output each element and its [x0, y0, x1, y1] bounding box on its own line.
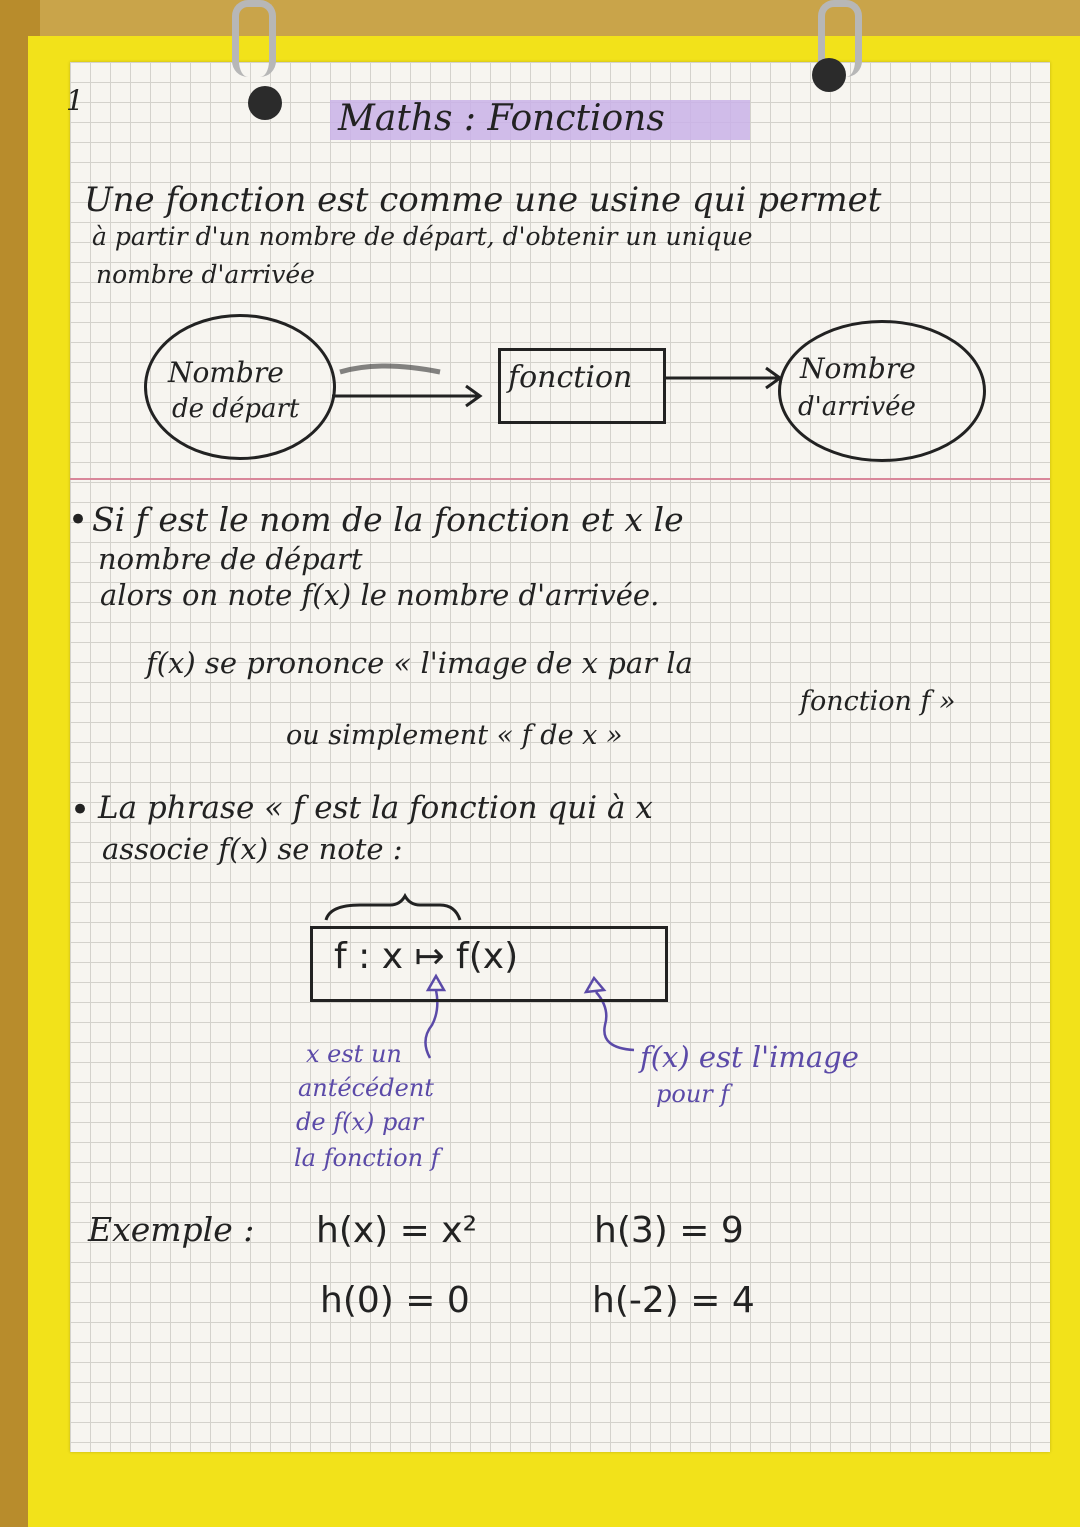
bullet-1-line-1: Si f est le nom de la fonction et x le: [92, 500, 684, 539]
start-label-2: de départ: [172, 394, 300, 424]
antecedent-line-1: x est un: [306, 1040, 402, 1068]
antecedent-line-4: la fonction f: [294, 1144, 440, 1172]
page-title: Maths : Fonctions: [338, 98, 665, 139]
pronounce-line-3: ou simplement « f de x »: [286, 720, 623, 751]
end-oval: [778, 320, 986, 462]
bullet-1-dot: •: [68, 500, 89, 540]
example-h-0: h(0) = 0: [320, 1280, 470, 1321]
start-label-1: Nombre: [168, 356, 284, 389]
example-h-3: h(3) = 9: [594, 1210, 744, 1251]
bullet-1-line-3: alors on note f(x) le nombre d'arrivée.: [100, 578, 660, 612]
end-label-2: d'arrivée: [798, 392, 916, 422]
example-label: Exemple :: [88, 1210, 255, 1249]
antecedent-line-3: de f(x) par: [296, 1108, 424, 1136]
pronounce-line-1: f(x) se prononce « l'image de x par la: [146, 646, 693, 680]
bullet-2-line-1: La phrase « f est la fonction qui à x: [98, 790, 653, 826]
pronounce-line-2: fonction f »: [800, 686, 956, 717]
image-line-1: f(x) est l'image: [640, 1040, 859, 1074]
page-number: 1: [66, 84, 84, 117]
bullet-1-line-2: nombre de départ: [98, 542, 363, 576]
example-h-def: h(x) = x²: [316, 1210, 477, 1251]
image-line-2: pour f: [656, 1080, 730, 1108]
function-label: fonction: [508, 360, 633, 395]
bullet-2-line-2: associe f(x) se note :: [102, 832, 403, 866]
end-label-1: Nombre: [800, 352, 916, 385]
example-h-minus-2: h(-2) = 4: [592, 1280, 755, 1321]
bullet-2-dot: •: [70, 790, 91, 830]
section-separator: [70, 478, 1050, 480]
antecedent-line-2: antécédent: [298, 1074, 434, 1102]
intro-line-1: Une fonction est comme une usine qui permet: [84, 180, 882, 220]
notation-formula: f : x ↦ f(x): [334, 936, 519, 977]
intro-line-3: nombre d'arrivée: [96, 260, 315, 289]
intro-line-2: à partir d'un nombre de départ, d'obtenir un unique: [92, 222, 753, 251]
